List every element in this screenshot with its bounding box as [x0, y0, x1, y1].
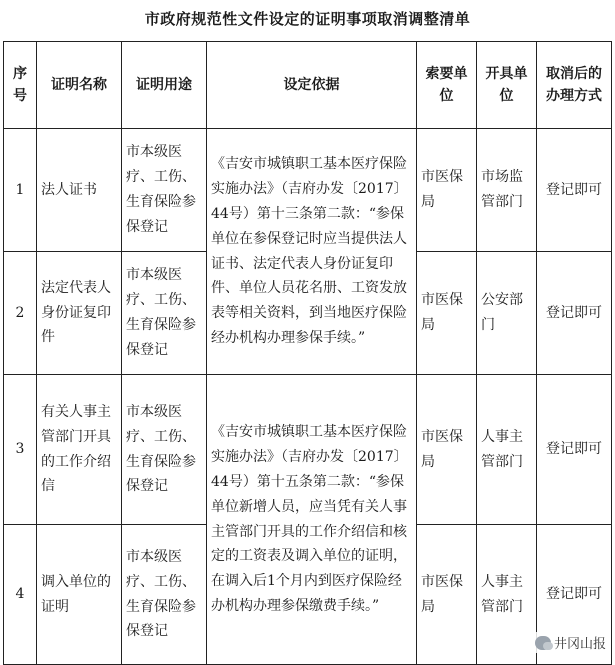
- table-row: [4, 375, 612, 525]
- row-usage: 市本级医疗、工伤、生育保险参保登记: [122, 129, 207, 252]
- row-name: 调入单位的证明: [37, 525, 122, 665]
- col-header-issue-unit: 开具单位: [477, 42, 537, 129]
- row-name: 法定代表人身份证复印件: [37, 252, 122, 375]
- row-request-unit: 市医保局: [417, 375, 477, 525]
- row-handling: 登记即可: [537, 375, 612, 525]
- row-name: 有关人事主管部门开具的工作介绍信: [37, 375, 122, 525]
- watermark: [532, 632, 609, 653]
- col-header-usage: 证明用途: [122, 42, 207, 129]
- table-row: [4, 129, 612, 252]
- row-request-unit: 市医保局: [417, 129, 477, 252]
- row-no: 4: [4, 525, 37, 665]
- row-handling: 登记即可: [537, 525, 612, 665]
- wechat-icon: [535, 636, 551, 650]
- row-issue-unit: 市场监管部门: [477, 129, 537, 252]
- col-header-no: 序号: [4, 42, 37, 129]
- header-row: [4, 42, 612, 129]
- row-no: 1: [4, 129, 37, 252]
- row-issue-unit: 公安部门: [477, 252, 537, 375]
- row-handling: 登记即可: [537, 129, 612, 252]
- col-header-basis: 设定依据: [207, 42, 417, 129]
- row-issue-unit: 人事主管部门: [477, 525, 537, 665]
- col-header-handling: 取消后的办理方式: [537, 42, 612, 129]
- row-no: 2: [4, 252, 37, 375]
- col-header-name: 证明名称: [37, 42, 122, 129]
- row-usage: 市本级医疗、工伤、生育保险参保登记: [122, 252, 207, 375]
- document-title: 市政府规范性文件设定的证明事项取消调整清单: [144, 10, 471, 28]
- row-usage: 市本级医疗、工伤、生育保险参保登记: [122, 525, 207, 665]
- row-issue-unit: 人事主管部门: [477, 375, 537, 525]
- row-request-unit: 市医保局: [417, 252, 477, 375]
- row-no: 3: [4, 375, 37, 525]
- row-handling: 登记即可: [537, 252, 612, 375]
- row-name: 法人证书: [37, 129, 122, 252]
- row-basis: 《吉安市城镇职工基本医疗保险实施办法》（吉府办发〔2017〕44号）第十五条第二款：“参保单位新增人员，应当凭有关人事主管部门开具的工作介绍信和核定的工资表及调入单位的证明，在调入后1个月内到医疗保险经办机构办理参保缴费手续。”: [207, 375, 417, 665]
- row-usage: 市本级医疗、工伤、生育保险参保登记: [122, 375, 207, 525]
- watermark-text: 井冈山报: [553, 637, 606, 652]
- certificate-table: [3, 41, 612, 665]
- row-request-unit: 市医保局: [417, 525, 477, 665]
- row-basis: 《吉安市城镇职工基本医疗保险实施办法》（吉府办发〔2017〕44号）第十三条第二款：“参保单位在参保登记时应当提供法人证书、法定代表人身份证复印件、单位人员花名册、工资发放表等相关资料，到当地医疗保险经办机构办理参保手续。”: [207, 129, 417, 375]
- col-header-request-unit: 索要单位: [417, 42, 477, 129]
